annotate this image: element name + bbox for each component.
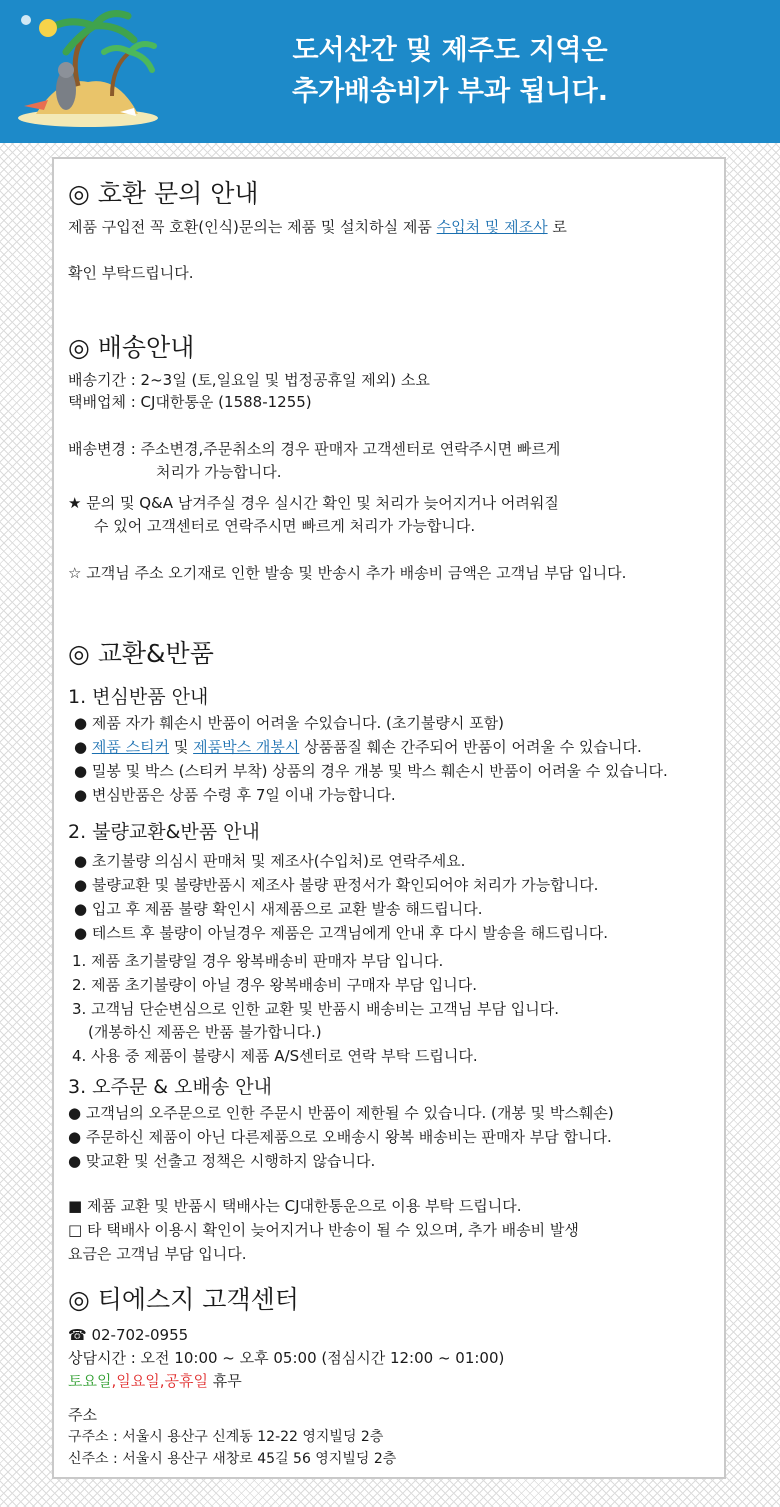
exchange-inquiry-line-2: 확인 부탁드립니다.: [68, 264, 194, 282]
exchange-inquiry-line-1: [68, 217, 567, 237]
list-item: ● 변심반품은 상품 수령 후 7일 이내 가능합니다.: [74, 786, 396, 804]
service-hours: 상담시간 : 오전 10:00 ~ 오후 05:00 (점심시간 12:00 ~ 01:00): [68, 1349, 505, 1367]
list-item-sticker: ● 제품 스티커 및 제품박스 개봉시 상품품질 훼손 간주되어 반품이 어려울 수 있습니다.: [74, 738, 642, 756]
holiday-public: ,공휴일: [159, 1372, 208, 1390]
numbered-item-note: (개봉하신 제품은 반품 불가합니다.): [88, 1023, 322, 1041]
list-item: ● 주문하신 제품이 아닌 다른제품으로 오배송시 왕복 배송비는 판매자 부담 합니다.: [68, 1128, 612, 1146]
holiday-suffix: 휴무: [207, 1372, 242, 1390]
returns-sec2-title: 2. 불량교환&반품 안내: [68, 821, 260, 843]
numbered-item: 3. 고객님 단순변심으로 인한 교환 및 반품시 배송비는 고객님 부담 입니다.: [72, 1000, 559, 1018]
shipping-change-line-1: 배송변경 : 주소변경,주문취소의 경우 판매자 고객센터로 연락주시면 빠르게: [68, 440, 561, 458]
shipping-change-line-2: 처리가 가능합니다.: [156, 463, 282, 481]
banner-line-1: 도서산간 및 제주도 지역은: [292, 35, 608, 66]
numbered-item: 1. 제품 초기불량일 경우 왕복배송비 판매자 부담 입니다.: [72, 952, 444, 970]
service-holidays: [68, 1371, 242, 1391]
numbered-item: 2. 제품 초기불량이 아닐 경우 왕복배송비 구매자 부담 입니다.: [72, 976, 477, 994]
list-item: ● 불량교환 및 불량반품시 제조사 불량 판정서가 확인되어야 처리가 가능합니다.: [74, 876, 599, 894]
list-item: ● 초기불량 의심시 판매처 및 제조사(수입처)로 연락주세요.: [74, 852, 466, 870]
list-item: ● 밀봉 및 박스 (스티커 부착) 상품의 경우 개봉 및 박스 훼손시 반품이 어려울 수 있습니다.: [74, 762, 668, 780]
island-illustration: [8, 6, 168, 138]
returns-sec1-title: 1. 변심반품 안내: [68, 686, 209, 708]
holiday-sunday: ,일요일: [111, 1372, 160, 1390]
banner-line-2: 추가배송비가 부과 됩니다.: [292, 76, 608, 107]
old-address: 구주소 : 서울시 용산구 신계동 12-22 영지빌딩 2층: [68, 1429, 384, 1445]
shipping-courier: 택배업체 : CJ대한통운 (1588-1255): [68, 393, 312, 411]
shipping-title: ◎ 배송안내: [68, 333, 195, 362]
list-item: ● 고객님의 오주문으로 인한 주문시 반품이 제한될 수 있습니다. (개봉 및 박스훼손): [68, 1104, 614, 1122]
banner-notice: [240, 30, 660, 112]
product-sticker-link[interactable]: 제품 스티커: [91, 738, 170, 756]
service-phone: ☎ 02-702-0955: [68, 1326, 189, 1344]
other-courier-line-1: □ 타 택배사 이용시 확인이 늦어지거나 반송이 될 수 있으며, 추가 배송비 발생: [68, 1221, 579, 1239]
list-item: ● 제품 자가 훼손시 반품이 어려울 수있습니다. (초기불량시 포함): [74, 714, 504, 732]
shipping-star-line-2: 수 있어 고객센터로 연락주시면 빠르게 처리가 가능합니다.: [94, 517, 476, 535]
exchange-inquiry-text: 제품 구입전 꼭 호환(인식)문의는 제품 및 설치하실 제품: [68, 218, 437, 236]
returns-title: ◎ 교환&반품: [68, 639, 214, 668]
top-banner: [0, 0, 780, 143]
product-box-open-link[interactable]: 제품박스 개봉시: [193, 738, 300, 756]
address-label: 주소: [68, 1406, 97, 1424]
courier-note: ■ 제품 교환 및 반품시 택배사는 CJ대한통운으로 이용 부탁 드립니다.: [68, 1197, 522, 1215]
list-item: ● 테스트 후 불량이 아닐경우 제품은 고객님에게 안내 후 다시 발송을 해드립니다.: [74, 924, 608, 942]
numbered-item: 4. 사용 중 제품이 불량시 제품 A/S센터로 연락 부탁 드립니다.: [72, 1047, 478, 1065]
other-courier-line-2: 요금은 고객님 부담 입니다.: [68, 1245, 247, 1263]
shipping-star-line-1: ★ 문의 및 Q&A 남겨주실 경우 실시간 확인 및 처리가 늦어지거나 어려워질: [68, 494, 559, 512]
service-center-title: ◎ 티에스지 고객센터: [68, 1285, 299, 1314]
holiday-saturday: 토요일: [68, 1372, 112, 1390]
exchange-inquiry-title: ◎ 호환 문의 안내: [68, 179, 259, 208]
new-address: 신주소 : 서울시 용산구 새창로 45길 56 영지빌딩 2층: [68, 1451, 397, 1467]
returns-sec3-title: 3. 오주문 & 오배송 안내: [68, 1076, 272, 1098]
exchange-inquiry-suffix: 로: [547, 218, 567, 236]
info-card: [52, 157, 726, 1479]
shipping-address-note: ☆ 고객님 주소 오기재로 인한 발송 및 반송시 추가 배송비 금액은 고객님 부담 입니다.: [68, 564, 627, 582]
shipping-period: 배송기간 : 2~3일 (토,일요일 및 법정공휴일 제외) 소요: [68, 371, 430, 389]
list-item: ● 입고 후 제품 불량 확인시 새제품으로 교환 발송 해드립니다.: [74, 900, 483, 918]
list-item: ● 맞교환 및 선출고 정책은 시행하지 않습니다.: [68, 1152, 376, 1170]
importer-manufacturer-link[interactable]: 수입처 및 제조사: [436, 218, 548, 236]
